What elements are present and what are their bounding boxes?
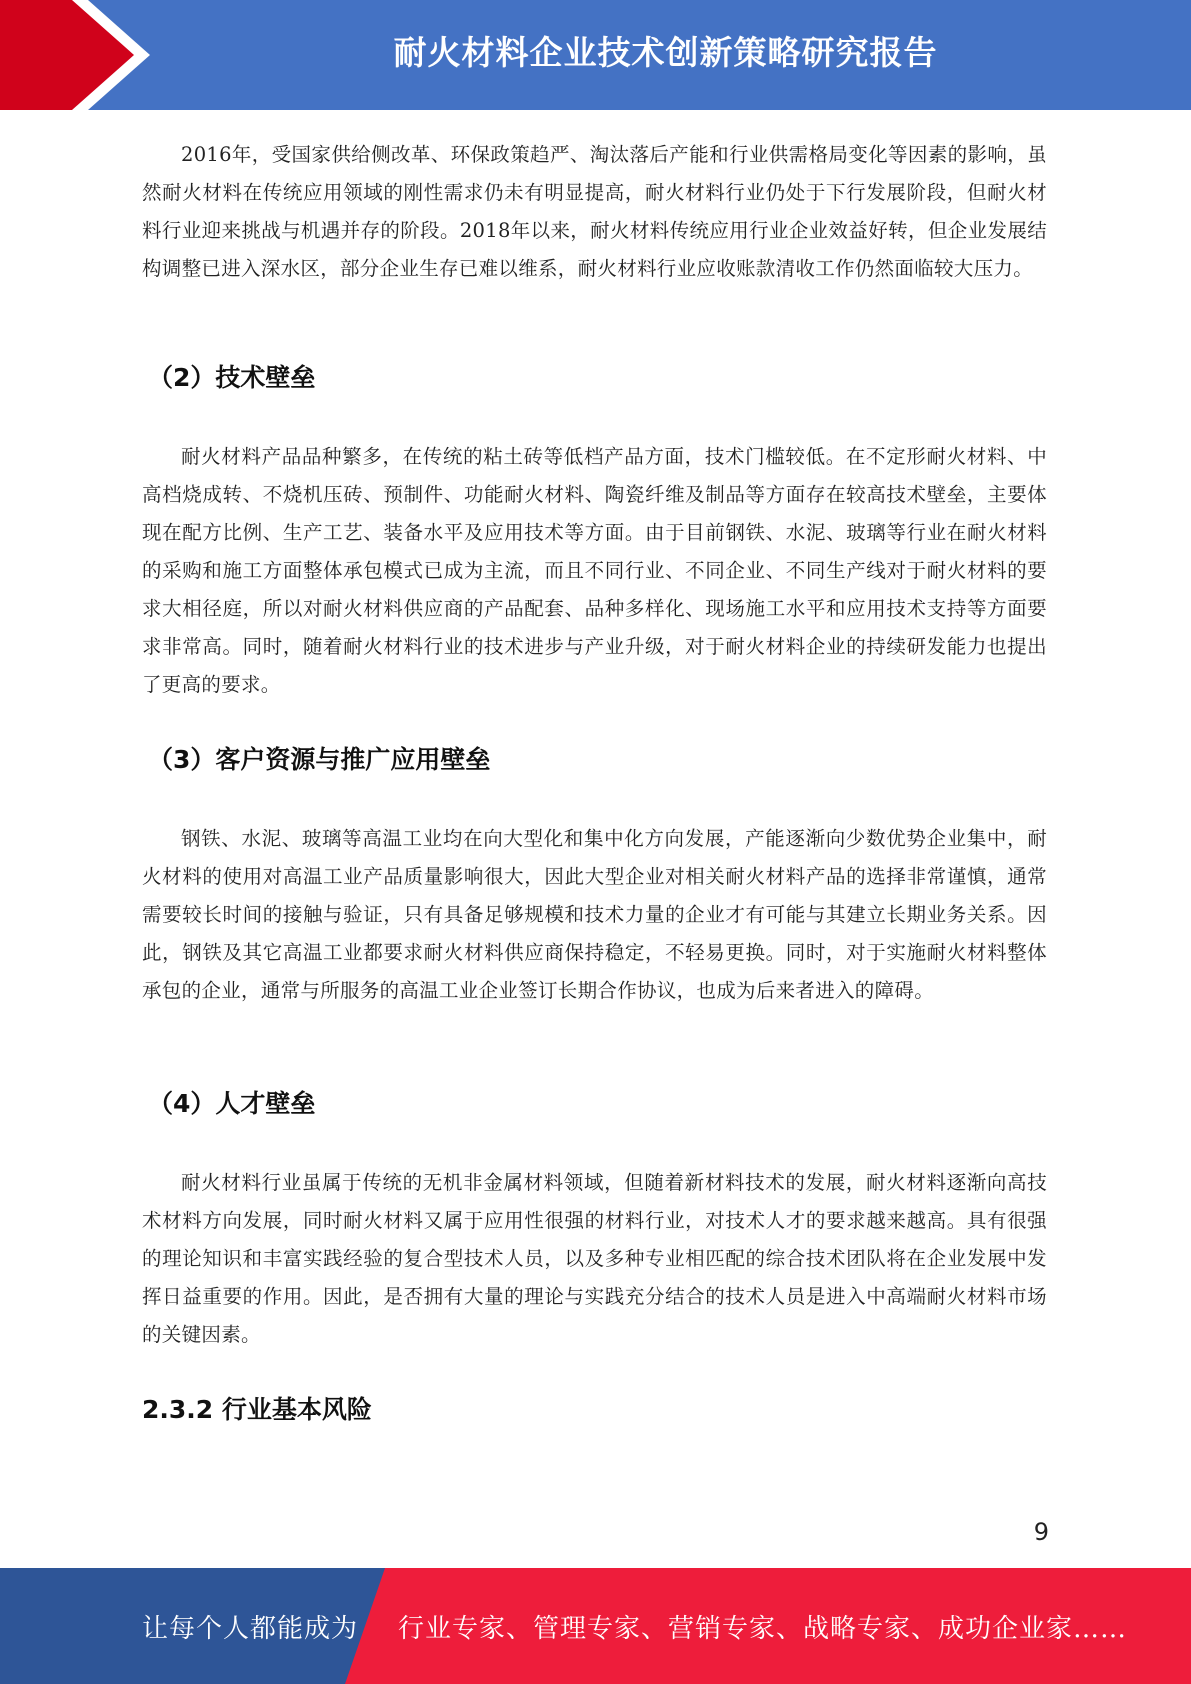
footer-slogan-left: 让每个人都能成为 (142, 1614, 359, 1644)
heading-basic-risk: 2.3.2 行业基本风险 (142, 1395, 372, 1424)
paragraph-industry-status: 2016年，受国家供给侧改革、环保政策趋严、淘汰落后产能和行业供需格局变化等因素的影响，虽然耐火材料在传统应用领域的刚性需求仍未有明显提高，耐火材料行业仍处于下行发展阶段，但耐火材料行业迎来挑战与机遇并存的阶段。2018年以来，耐火材料传统应用行业企业效益好转，但企业发展结构调整已进入深水区，部分企业生存已难以维系，耐火材料行业应收账款清收工作仍然面临较大压力。 (142, 143, 1047, 280)
heading-technology-barrier: （2）技术壁垒 (148, 363, 316, 392)
page-footer (0, 1568, 1191, 1684)
footer-slogan-right: 行业专家、管理专家、营销专家、战略专家、成功企业家…… (398, 1614, 1128, 1644)
document-title: 耐火材料企业技术创新策略研究报告 (393, 33, 938, 72)
heading-customer-barrier: （3）客户资源与推广应用壁垒 (148, 745, 491, 774)
heading-talent-barrier: （4）人才壁垒 (148, 1089, 316, 1118)
page-number: 9 (1033, 1518, 1049, 1546)
page-header (0, 0, 1191, 110)
paragraph-customer-barrier: 钢铁、水泥、玻璃等高温工业均在向大型化和集中化方向发展，产能逐渐向少数优势企业集中，耐火材料的使用对高温工业产品质量影响很大，因此大型企业对相关耐火材料产品的选择非常谨慎，通常需要较长时间的接触与验证，只有具备足够规模和技术力量的企业才有可能与其建立长期业务关系。因此，钢铁及其它高温工业都要求耐火材料供应商保持稳定，不轻易更换。同时，对于实施耐火材料整体承包的企业，通常与所服务的高温工业企业签订长期合作协议，也成为后来者进入的障碍。 (142, 827, 1047, 1002)
paragraph-talent-barrier: 耐火材料行业虽属于传统的无机非金属材料领域，但随着新材料技术的发展，耐火材料逐渐向高技术材料方向发展，同时耐火材料又属于应用性很强的材料行业，对技术人才的要求越来越高。具有很强的理论知识和丰富实践经验的复合型技术人员，以及多种专业相匹配的综合技术团队将在企业发展中发挥日益重要的作用。因此，是否拥有大量的理论与实践充分结合的技术人员是进入中高端耐火材料市场的关键因素。 (142, 1171, 1047, 1346)
header-chevron-decoration (0, 0, 160, 110)
paragraph-technology-barrier: 耐火材料产品品种繁多，在传统的粘土砖等低档产品方面，技术门槛较低。在不定形耐火材料、中高档烧成转、不烧机压砖、预制件、功能耐火材料、陶瓷纤维及制品等方面存在较高技术壁垒，主要体现在配方比例、生产工艺、装备水平及应用技术等方面。由于目前钢铁、水泥、玻璃等行业在耐火材料的采购和施工方面整体承包模式已成为主流，而且不同行业、不同企业、不同生产线对于耐火材料的要求大相径庭，所以对耐火材料供应商的产品配套、品种多样化、现场施工水平和应用技术支持等方面要求非常高。同时，随着耐火材料行业的技术进步与产业升级，对于耐火材料企业的持续研发能力也提出了更高的要求。 (142, 445, 1047, 696)
